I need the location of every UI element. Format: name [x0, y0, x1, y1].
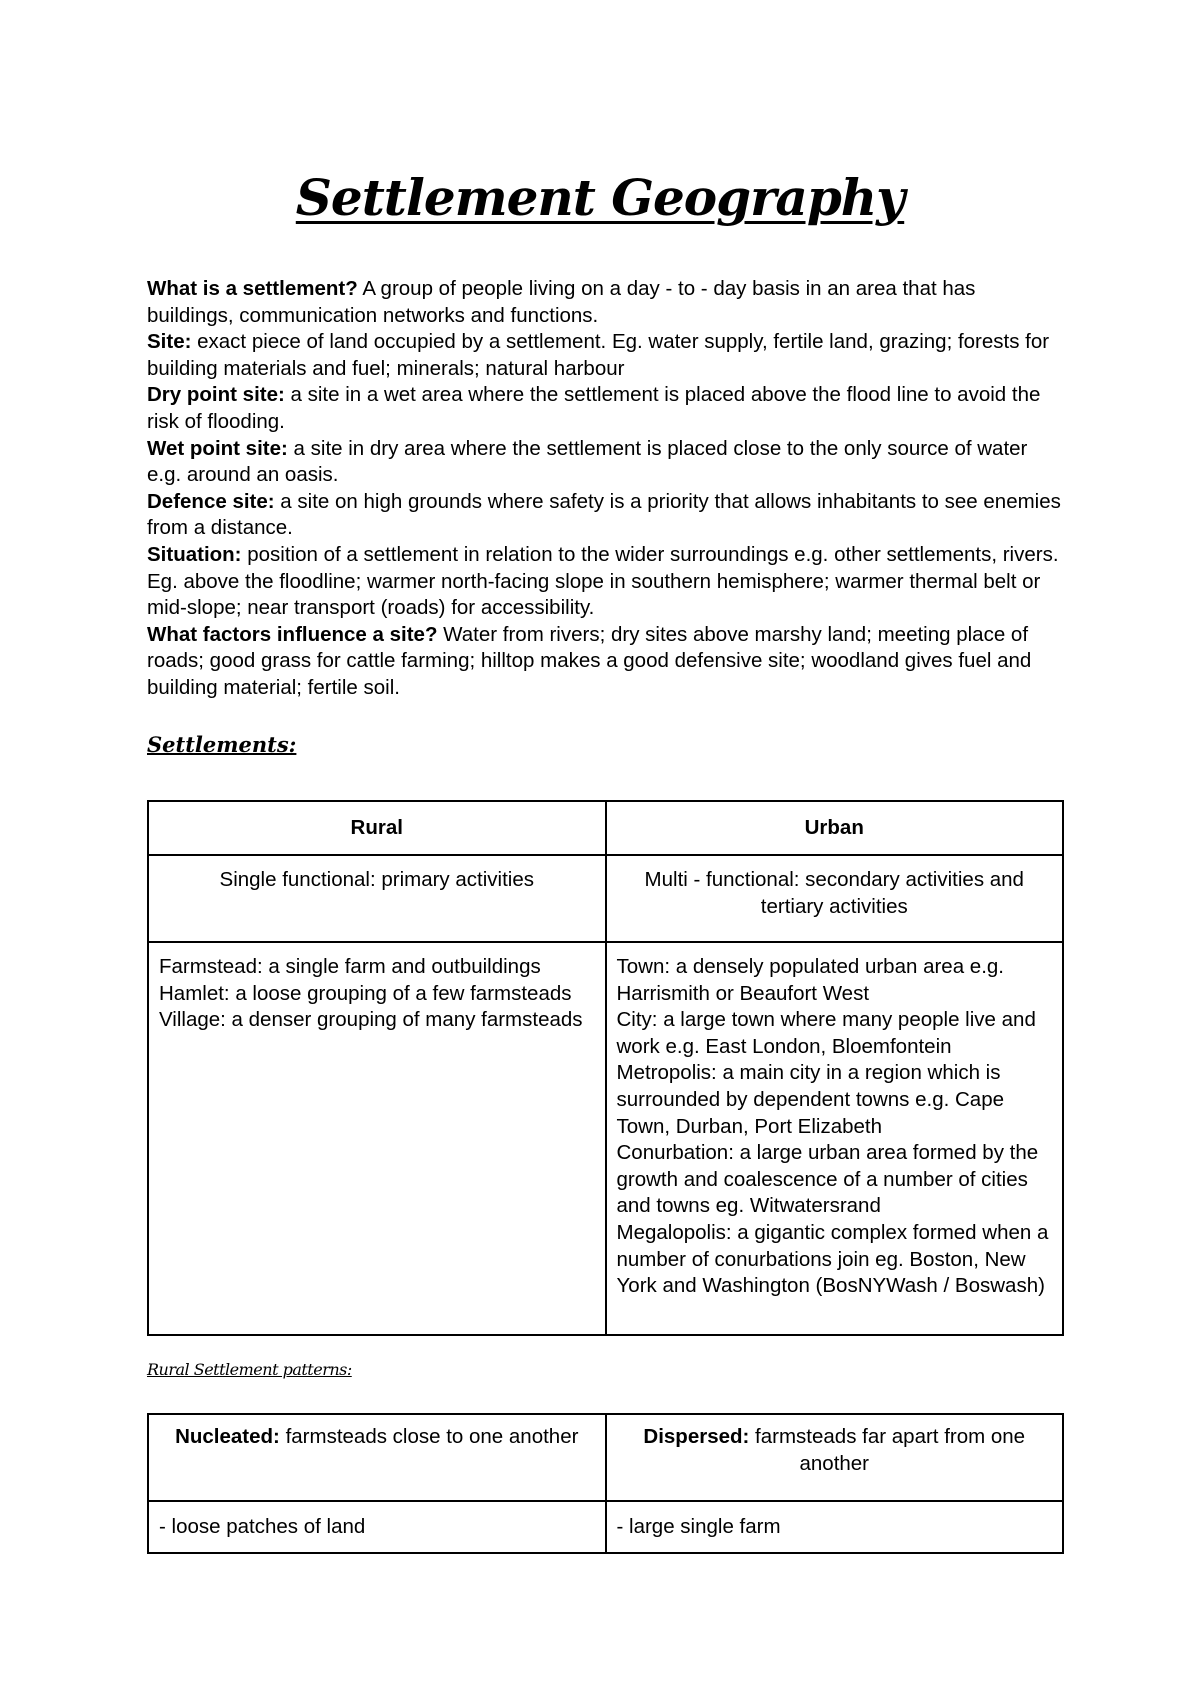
dispersed-header [606, 1414, 1064, 1501]
nucleated-header [148, 1414, 606, 1501]
definitions-section [147, 276, 1067, 702]
list-item: City: a large town where many people live and work e.g. East London, Bloemfontein [616, 1008, 1036, 1058]
rural-types-cell [148, 942, 606, 1335]
definition-situation [147, 542, 1067, 622]
definition-site [147, 329, 1067, 382]
definition-term: What is a settlement? [147, 277, 358, 300]
definition-text: a site in a wet area where the settlement is placed above the flood line to avoid the risk of flooding. [147, 383, 1041, 433]
definition-term: Site: [147, 330, 192, 354]
nucleated-term: Nucleated: [175, 1425, 280, 1448]
definition-defence-site [147, 489, 1067, 542]
dispersed-text: farmsteads far apart from one another [749, 1425, 1026, 1475]
urban-function-cell: Multi - functional: secondary activities and tertiary activities [606, 855, 1064, 942]
definition-site-factors [147, 622, 1067, 702]
urban-header: Urban [606, 801, 1064, 855]
settlements-table [147, 800, 1064, 1336]
dispersed-term: Dispersed: [643, 1425, 750, 1448]
definition-text: A group of people living on a day - to - day basis in an area that has buildings, communication networks and functions. [147, 277, 976, 327]
table-row [148, 855, 1063, 942]
dispersed-item-cell: - large single farm [606, 1501, 1064, 1553]
definition-text: exact piece of land occupied by a settlement. Eg. water supply, fertile land, grazing; forests for building materials and fuel; minerals; natural harbour [147, 330, 1050, 380]
list-item: Farmstead: a single farm and outbuildings [159, 955, 541, 978]
definition-term: Situation: [147, 542, 242, 566]
definition-term: Dry point site: [147, 383, 285, 407]
definition-text: a site in dry area where the settlement is placed close to the only source of water e.g. around an oasis. [147, 436, 1028, 487]
nucleated-text: farmsteads close to one another [279, 1425, 579, 1448]
list-item: Town: a densely populated urban area e.g. Harrismith or Beaufort West [616, 955, 1004, 1005]
definition-term: Wet point site: [147, 436, 288, 460]
definition-dry-point-site [147, 382, 1067, 435]
list-item: Conurbation: a large urban area formed by the growth and coalescence of a number of cities and towns eg. Witwatersrand [616, 1141, 1039, 1218]
definition-text: Water from rivers; dry sites above marshy land; meeting place of roads; good grass for cattle farming; hilltop makes a good defensive site; woodland gives fuel and building material; fertile soil. [147, 622, 1032, 699]
settlements-heading: Settlements: [147, 732, 297, 757]
list-item: Metropolis: a main city in a region which is surrounded by dependent towns e.g. Cape Town, Durban, Port Elizabeth [616, 1061, 1004, 1138]
definition-text: a site on high grounds where safety is a priority that allows inhabitants to see enemies from a distance. [147, 489, 1061, 540]
table-row [148, 942, 1063, 1335]
list-item: Megalopolis: a gigantic complex formed when a number of conurbations join eg. Boston, New York and Washington (BosNYWash / Boswash) [616, 1220, 1049, 1298]
patterns-table [147, 1413, 1064, 1554]
definition-term: Defence site: [147, 489, 275, 513]
patterns-heading: Rural Settlement patterns: [147, 1360, 352, 1379]
definition-term: What factors influence a site? [147, 622, 438, 646]
page-title: Settlement Geography [295, 168, 905, 227]
table-row [148, 1501, 1063, 1553]
definition-settlement [147, 276, 1067, 329]
nucleated-item-cell: - loose patches of land [148, 1501, 606, 1553]
urban-types-cell [606, 942, 1064, 1335]
table-header-row [148, 801, 1063, 855]
list-item: Hamlet: a loose grouping of a few farmsteads [159, 981, 572, 1005]
rural-header: Rural [148, 801, 606, 855]
table-header-row [148, 1414, 1063, 1501]
definition-text: position of a settlement in relation to the wider surroundings e.g. other settlements, rivers. Eg. above the floodline; warmer north-facing slope in southern hemisphere; warmer thermal belt or mid-slope; near transport (roads) for accessibility. [147, 542, 1059, 620]
definition-wet-point-site [147, 436, 1067, 489]
list-item: Village: a denser grouping of many farmsteads [159, 1008, 583, 1032]
rural-function-cell: Single functional: primary activities [148, 855, 606, 942]
